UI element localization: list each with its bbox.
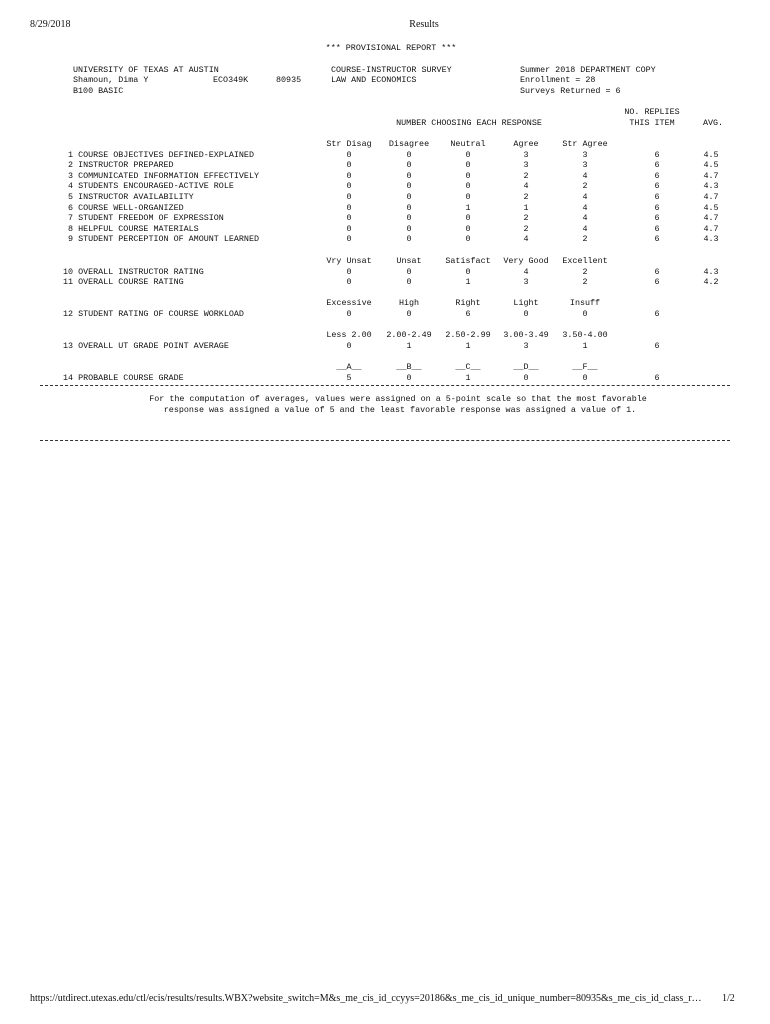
column-header: High	[398, 298, 420, 308]
column-header: 3.00-3.49	[503, 330, 549, 340]
replies-count: 6	[654, 223, 660, 234]
response-count: 1	[406, 340, 412, 351]
average-value: 4.5	[703, 160, 719, 171]
average-value: 4.3	[703, 181, 719, 192]
response-count: 0	[346, 266, 352, 277]
response-count: 0	[346, 202, 352, 213]
column-header: __B__	[396, 362, 422, 372]
number-choosing-header: NUMBER CHOOSING EACH RESPONSE	[396, 118, 542, 128]
course-title: LAW AND ECONOMICS	[331, 75, 417, 85]
no-replies-header: NO. REPLIES	[624, 107, 680, 117]
print-date: 8/29/2018	[30, 19, 71, 30]
response-count: 3	[582, 149, 588, 160]
column-header: Satisfact	[445, 256, 491, 266]
provisional-banner: *** PROVISIONAL REPORT ***	[325, 43, 457, 53]
response-count: 0	[346, 213, 352, 224]
response-count: 2	[523, 213, 529, 224]
response-count: 3	[523, 340, 529, 351]
response-count: 0	[346, 181, 352, 192]
response-count: 3	[523, 149, 529, 160]
response-count: 4	[582, 192, 588, 202]
course-code: ECO349K	[213, 75, 249, 85]
item-label: 8 HELPFUL COURSE MATERIALS	[63, 223, 199, 234]
column-header: __A__	[336, 362, 362, 372]
response-count: 4	[582, 170, 588, 181]
column-header: 2.00-2.49	[386, 330, 432, 340]
column-header: Vry Unsat	[326, 256, 372, 266]
column-header: __D__	[513, 362, 539, 372]
response-count: 0	[406, 170, 412, 181]
column-header: Disagree	[388, 139, 430, 149]
response-count: 0	[523, 372, 529, 383]
item-label: 5 INSTRUCTOR AVAILABILITY	[63, 192, 194, 202]
average-value: 4.5	[703, 149, 719, 160]
item-label: 12 STUDENT RATING OF COURSE WORKLOAD	[63, 308, 244, 319]
item-label: 1 COURSE OBJECTIVES DEFINED-EXPLAINED	[63, 149, 254, 160]
replies-count: 6	[654, 340, 660, 351]
response-count: 2	[582, 234, 588, 245]
response-count: 1	[465, 277, 471, 288]
response-count: 0	[406, 266, 412, 277]
average-value: 4.7	[703, 223, 719, 234]
response-count: 0	[465, 234, 471, 245]
response-count: 0	[406, 202, 412, 213]
column-header: Excellent	[562, 256, 608, 266]
column-header: Neutral	[450, 139, 486, 149]
footnote-line-1: For the computation of averages, values were assigned on a 5-point scale so that the most favorable	[149, 394, 647, 404]
response-count: 0	[346, 340, 352, 351]
replies-count: 6	[654, 372, 660, 383]
response-count: 3	[523, 277, 529, 288]
response-count: 3	[582, 160, 588, 171]
unique-number: 80935	[276, 75, 302, 85]
copy-label: Summer 2018 DEPARTMENT COPY	[520, 65, 656, 75]
item-label: 6 COURSE WELL-ORGANIZED	[63, 202, 184, 213]
enrollment: Enrollment = 28	[520, 75, 596, 85]
replies-count: 6	[654, 202, 660, 213]
average-value: 4.3	[703, 266, 719, 277]
response-count: 0	[465, 213, 471, 224]
response-count: 0	[346, 308, 352, 319]
average-value: 4.7	[703, 170, 719, 181]
separator-top	[40, 385, 730, 386]
average-value: 4.7	[703, 213, 719, 224]
replies-count: 6	[654, 277, 660, 288]
response-count: 0	[346, 192, 352, 202]
column-header: Agree	[513, 139, 539, 149]
response-count: 2	[582, 277, 588, 288]
response-count: 0	[406, 213, 412, 224]
response-count: 2	[582, 266, 588, 277]
response-count: 0	[406, 223, 412, 234]
average-value: 4.7	[703, 192, 719, 202]
replies-count: 6	[654, 192, 660, 202]
average-value: 4.5	[703, 202, 719, 213]
replies-count: 6	[654, 266, 660, 277]
response-count: 5	[346, 372, 352, 383]
response-count: 6	[465, 308, 471, 319]
item-label: 9 STUDENT PERCEPTION OF AMOUNT LEARNED	[63, 234, 260, 245]
response-count: 3	[523, 160, 529, 171]
response-count: 0	[346, 149, 352, 160]
response-count: 4	[582, 223, 588, 234]
response-count: 0	[406, 234, 412, 245]
print-url: https://utdirect.utexas.edu/ctl/ecis/results/results.WBX?website_switch=M&s_me_cis_id_ccyys=20186&s_me_cis_id_unique_number=80935&s_me_cis_id_class_r…	[30, 993, 702, 1004]
column-header: __C__	[455, 362, 481, 372]
instructor-name: Shamoun, Dima Y	[73, 75, 149, 85]
separator-bottom	[40, 440, 730, 441]
item-label: 7 STUDENT FREEDOM OF EXPRESSION	[63, 213, 224, 224]
response-count: 0	[523, 308, 529, 319]
column-header: Insuff	[569, 298, 601, 308]
response-count: 2	[523, 170, 529, 181]
average-value: 4.2	[703, 277, 719, 288]
response-count: 0	[406, 277, 412, 288]
avg-header: AVG.	[702, 118, 724, 128]
replies-count: 6	[654, 160, 660, 171]
response-count: 0	[465, 170, 471, 181]
column-header: Light	[513, 298, 539, 308]
surveys-returned: Surveys Returned = 6	[520, 86, 621, 96]
item-label: 13 OVERALL UT GRADE POINT AVERAGE	[63, 340, 229, 351]
column-header: 3.50-4.00	[562, 330, 608, 340]
column-header: Str Agree	[562, 139, 608, 149]
response-count: 1	[582, 340, 588, 351]
replies-count: 6	[654, 308, 660, 319]
response-count: 0	[406, 308, 412, 319]
response-count: 0	[582, 372, 588, 383]
response-count: 2	[523, 192, 529, 202]
response-count: 4	[523, 181, 529, 192]
column-header: Right	[455, 298, 481, 308]
response-count: 0	[465, 160, 471, 171]
response-count: 0	[346, 160, 352, 171]
response-count: 2	[523, 223, 529, 234]
university-name: UNIVERSITY OF TEXAS AT AUSTIN	[73, 65, 219, 75]
response-count: 0	[406, 192, 412, 202]
replies-count: 6	[654, 181, 660, 192]
response-count: 0	[346, 234, 352, 245]
response-count: 0	[465, 192, 471, 202]
footnote-line-2: response was assigned a value of 5 and the least favorable response was assigned a value of 1.	[163, 405, 637, 415]
print-page-title: Results	[409, 19, 439, 30]
response-count: 1	[465, 340, 471, 351]
response-count: 4	[582, 202, 588, 213]
column-header: Excessive	[326, 298, 372, 308]
item-label: 3 COMMUNICATED INFORMATION EFFECTIVELY	[63, 170, 260, 181]
item-label: 4 STUDENTS ENCOURAGED-ACTIVE ROLE	[63, 181, 234, 192]
response-count: 0	[406, 181, 412, 192]
column-header: Less 2.00	[326, 330, 372, 340]
response-count: 0	[465, 181, 471, 192]
replies-count: 6	[654, 213, 660, 224]
response-count: 0	[465, 149, 471, 160]
replies-count: 6	[654, 170, 660, 181]
response-count: 0	[582, 308, 588, 319]
response-count: 1	[465, 202, 471, 213]
replies-count: 6	[654, 234, 660, 245]
response-count: 4	[523, 234, 529, 245]
response-count: 0	[406, 372, 412, 383]
response-count: 2	[582, 181, 588, 192]
response-count: 0	[465, 266, 471, 277]
item-label: 11 OVERALL COURSE RATING	[63, 277, 184, 288]
response-count: 0	[465, 223, 471, 234]
average-value: 4.3	[703, 234, 719, 245]
response-count: 0	[346, 277, 352, 288]
replies-count: 6	[654, 149, 660, 160]
response-count: 0	[406, 160, 412, 171]
class-location: B100 BASIC	[73, 86, 124, 96]
response-count: 0	[346, 223, 352, 234]
column-header: Very Good	[503, 256, 549, 266]
item-label: 14 PROBABLE COURSE GRADE	[63, 372, 184, 383]
survey-type: COURSE-INSTRUCTOR SURVEY	[331, 65, 452, 75]
column-header: Str Disag	[326, 139, 372, 149]
response-count: 0	[406, 149, 412, 160]
response-count: 4	[523, 266, 529, 277]
this-item-header: THIS ITEM	[629, 118, 675, 128]
item-label: 2 INSTRUCTOR PREPARED	[63, 160, 174, 171]
item-label: 10 OVERALL INSTRUCTOR RATING	[63, 266, 204, 277]
response-count: 4	[582, 213, 588, 224]
response-count: 1	[465, 372, 471, 383]
print-page-number: 1/2	[722, 993, 735, 1004]
response-count: 0	[346, 170, 352, 181]
response-count: 1	[523, 202, 529, 213]
column-header: __F__	[572, 362, 598, 372]
column-header: Unsat	[396, 256, 422, 266]
column-header: 2.50-2.99	[445, 330, 491, 340]
